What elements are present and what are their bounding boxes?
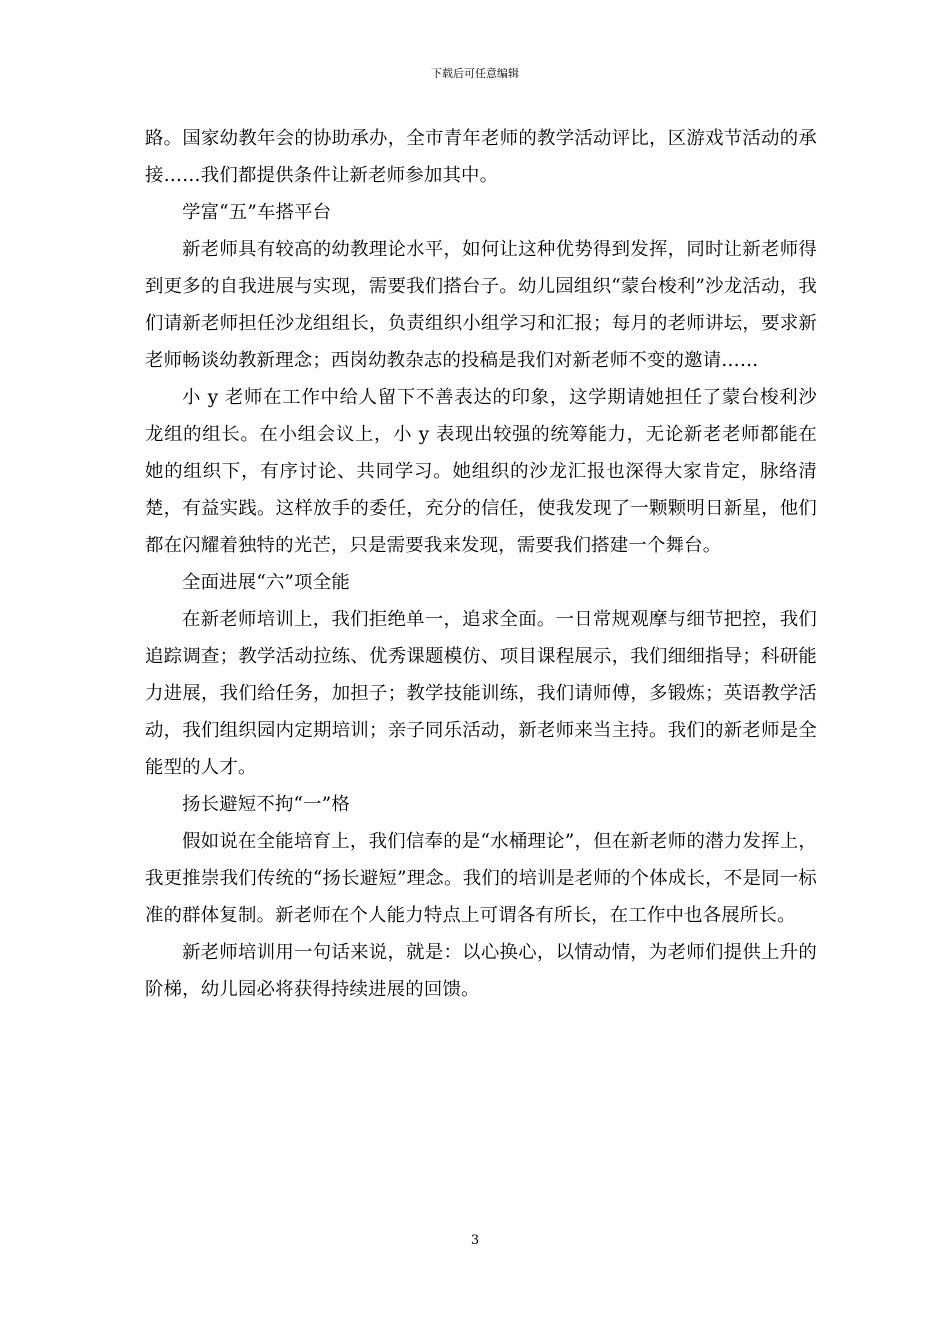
paragraph: 新老师具有较高的幼教理论水平，如何让这种优势得到发挥，同时让新老师得到更多的自我进展与实现，需要我们搭台子。幼儿园组织“蒙台梭利”沙龙活动，我们请新老师担任沙龙组组长，负责组织小组学习和汇报；每月的老师讲坛，要求新老师畅谈幼教新理念；西岗幼教杂志的投稿是我们对新老师不变的邀请……: [145, 239, 817, 371]
page-header: 下载后可任意编辑: [431, 67, 519, 80]
paragraph-continuation: 路。国家幼教年会的协助承办，全市青年老师的教学活动评比，区游戏节活动的承接……我们都提供条件让新老师参加其中。: [145, 128, 817, 186]
paragraph-conclusion: 新老师培训用一句话来说，就是：以心换心，以情动情，为老师们提供上升的阶梯，幼儿园必将获得持续进展的回馈。: [145, 942, 817, 1000]
paragraph: 假如说在全能培育上，我们信奉的是“水桶理论”，但在新老师的潜力发挥上，我更推崇我们传统的“扬长避短”理念。我们的培训是老师的个体成长，不是同一标准的群体复制。新老师在个人能力特点上可谓各有所长，在工作中也各展所长。: [145, 831, 817, 926]
paragraph: 小 y 老师在工作中给人留下不善表达的印象，这学期请她担任了蒙台梭利沙龙组的组长。在小组会议上，小 y 表现出较强的统筹能力，无论新老老师都能在她的组织下，有序讨论、共同学习。她组织的沙龙汇报也深得大家肯定，脉络清楚，有益实践。这样放手的委任，充分的信任，使我发现了一颗颗明日新星，他们都在闪耀着独特的光芒，只是需要我来发现，需要我们搭建一个舞台。: [145, 387, 817, 556]
section-heading-2: 全面进展“六”项全能: [182, 572, 350, 593]
paragraph: 在新老师培训上，我们拒绝单一，追求全面。一日常规观摩与细节把控，我们追踪调查；教学活动拉练、优秀课题模仿、项目课程展示，我们细细指导；科研能力进展，我们给任务，加担子；教学技能训练，我们请师傅，多锻炼；英语教学活动，我们组织园内定期培训；亲子同乐活动，新老师来当主持。我们的新老师是全能型的人才。: [145, 609, 817, 778]
document-body: [145, 120, 817, 1008]
section-heading-3: 扬长避短不拘“一”格: [182, 794, 350, 815]
page-number: 3: [470, 1233, 480, 1248]
section-heading-1: 学富“五”车搭平台: [182, 202, 332, 223]
